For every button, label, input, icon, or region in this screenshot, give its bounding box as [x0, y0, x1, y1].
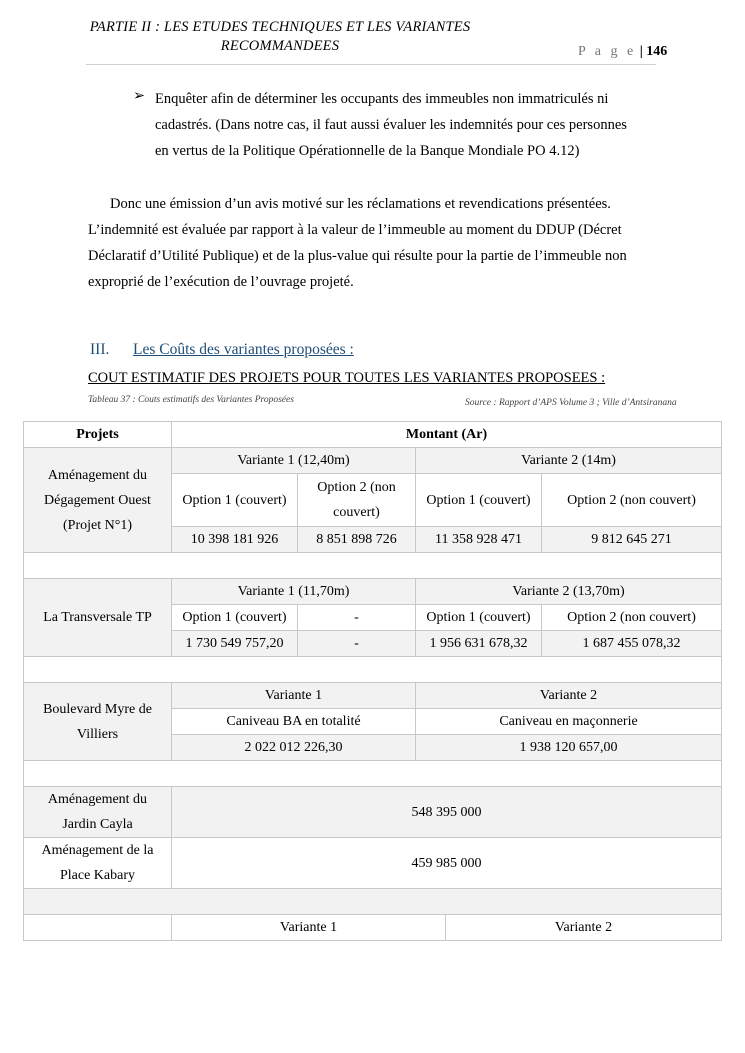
table-row: [24, 787, 722, 838]
header-montant: Montant (Ar): [172, 422, 722, 448]
project-name-empty: [24, 915, 172, 941]
table-row: [24, 579, 722, 605]
option-label: Caniveau BA en totalité: [172, 709, 416, 735]
page-separator: |: [639, 44, 643, 59]
header-title-line-2: RECOMMANDEES: [220, 38, 340, 54]
amount-cell: 9 812 645 271: [542, 527, 722, 553]
option-label: Option 1 (couvert): [416, 474, 542, 527]
spacer-row: [24, 761, 722, 787]
option-label: Option 2 (non couvert): [298, 474, 416, 527]
paragraph-line-3: Déclaratif d’Utilité Publique) et de la plus-value qui résulte pour la partie de l’immeuble non: [88, 248, 627, 264]
variant-label: Variante 1: [172, 683, 416, 709]
table-row: [24, 915, 722, 941]
section-heading: [90, 341, 354, 359]
table-label: Tableau 37 : Couts estimatifs des Variantes Proposées: [88, 395, 294, 405]
table-row: [24, 448, 722, 474]
amount-cell: 2 022 012 226,30: [172, 735, 416, 761]
amount-cell: 1 938 120 657,00: [416, 735, 722, 761]
running-header-title: [60, 18, 500, 56]
variant-label: Variante 1 (12,40m): [172, 448, 416, 474]
paragraph-line-1: Donc une émission d’un avis motivé sur les réclamations et revendications présentées.: [110, 196, 611, 212]
project-name-boulevard: Boulevard Myre de Villiers: [24, 683, 172, 761]
project-name-jardin-cayla: Aménagement du Jardin Cayla: [24, 787, 172, 838]
variant-label: Variante 2: [416, 683, 722, 709]
amount-cell: 548 395 000: [172, 787, 722, 838]
project-name-degagement-ouest: Aménagement du Dégagement Ouest (Projet N°1): [24, 448, 172, 553]
bullet-line-1: Enquêter afin de déterminer les occupants des immeubles non immatriculés ni: [155, 91, 609, 107]
option-label: Option 2 (non couvert): [542, 474, 722, 527]
variant-label: Variante 2: [446, 915, 722, 941]
bullet-arrow-icon: ➢: [133, 88, 146, 104]
body-paragraph: [88, 191, 653, 295]
amount-cell: 1 956 631 678,32: [416, 631, 542, 657]
amount-cell: 1 687 455 078,32: [542, 631, 722, 657]
section-title: Les Coûts des variantes proposées :: [133, 341, 354, 358]
variant-label: Variante 1 (11,70m): [172, 579, 416, 605]
spacer-row: [24, 553, 722, 579]
section-numeral: III.: [90, 341, 110, 358]
variant-label: Variante 2 (14m): [416, 448, 722, 474]
header-title-line-1: PARTIE II : LES ETUDES TECHNIQUES ET LES VARIANTES: [89, 19, 471, 35]
page-number-block: [578, 44, 667, 60]
variant-label: Variante 1: [172, 915, 446, 941]
paragraph-line-2: L’indemnité est évaluée par rapport à la valeur de l’immeuble au moment du DDUP (Décret: [88, 222, 622, 238]
table-row: [24, 838, 722, 889]
table-row: [24, 683, 722, 709]
table-header-row: [24, 422, 722, 448]
option-label: Option 1 (couvert): [172, 605, 298, 631]
cost-table: [23, 421, 722, 941]
page-label: P a g e: [578, 44, 637, 59]
amount-cell: 8 851 898 726: [298, 527, 416, 553]
project-name-place-kabary: Aménagement de la Place Kabary: [24, 838, 172, 889]
bullet-line-2: cadastrés. (Dans notre cas, il faut aussi évaluer les indemnités pour ces personnes: [155, 117, 627, 133]
bullet-item: [155, 86, 660, 164]
option-label: -: [298, 605, 416, 631]
spacer-row: [24, 657, 722, 683]
option-label: Option 1 (couvert): [416, 605, 542, 631]
variant-label: Variante 2 (13,70m): [416, 579, 722, 605]
header-projets: Projets: [24, 422, 172, 448]
bullet-line-3: en vertus de la Politique Opérationnelle de la Banque Mondiale PO 4.12): [155, 143, 580, 159]
amount-cell: 10 398 181 926: [172, 527, 298, 553]
page-number: 146: [646, 44, 668, 59]
amount-cell: 1 730 549 757,20: [172, 631, 298, 657]
amount-cell: 459 985 000: [172, 838, 722, 889]
spacer-row: [24, 889, 722, 915]
paragraph-line-4: exproprié de l’exécution de l’ouvrage projeté.: [88, 274, 354, 290]
table-caption: COUT ESTIMATIF DES PROJETS POUR TOUTES LES VARIANTES PROPOSEES :: [88, 370, 606, 386]
header-rule: [86, 64, 656, 65]
project-name-transversale: La Transversale TP: [24, 579, 172, 657]
option-label: Option 2 (non couvert): [542, 605, 722, 631]
option-label: Caniveau en maçonnerie: [416, 709, 722, 735]
amount-cell: 11 358 928 471: [416, 527, 542, 553]
option-label: Option 1 (couvert): [172, 474, 298, 527]
amount-cell: -: [298, 631, 416, 657]
table-source: Source : Rapport d’APS Volume 3 ; Ville d’Antsiranana: [465, 398, 677, 408]
